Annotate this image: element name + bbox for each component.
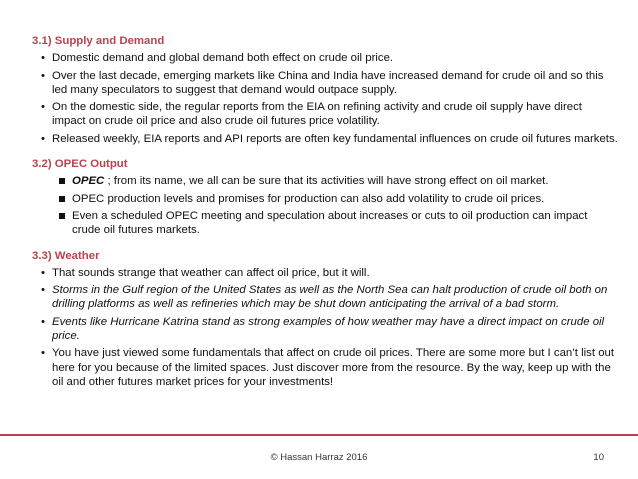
bullet-item xyxy=(28,315,618,344)
slide-content xyxy=(28,34,618,400)
section-title: 3.1) Supply and Demand xyxy=(32,35,165,47)
bullet-item: • Over the last decade, emerging markets like China and India have increased demand for crude oil and so this led many speculators to suggest that demand would outpace supply. xyxy=(28,69,618,98)
section-title: 3.2) OPEC Output xyxy=(32,158,128,171)
bullet-item: • You have just viewed some fundamentals that affect on crude oil prices. There are some more but I can’t list out here for you because of the limited spaces. Just discover more from the resource. By the way, keep up with the oil and other futures market prices for your investments! xyxy=(28,346,618,389)
section-weather xyxy=(28,249,618,390)
bullet-item xyxy=(28,283,618,312)
footer-copyright: © Hassan Harraz 2016 xyxy=(270,452,368,463)
footer-divider xyxy=(0,434,638,436)
bullet-item: • On the domestic side, the regular reports from the EIA on refining activity and crude oil supply have direct impact on crude oil price and also crude oil futures price volatility. xyxy=(28,100,618,129)
bullet-item: Even a scheduled OPEC meeting and speculation about increases or cuts to oil production can impact crude oil futures markets. xyxy=(28,209,618,238)
bullet-text: Events like Hurricane Katrina stand as strong examples of how weather may have a direct impact on crude oil price. xyxy=(52,315,605,343)
bullet-item: • Domestic demand and global demand both effect on crude oil price. xyxy=(28,51,618,65)
emphasis-text: OPEC xyxy=(72,175,105,188)
section-supply-demand xyxy=(28,34,618,146)
bullet-list xyxy=(28,51,618,146)
bullet-item: OPEC production levels and promises for production can also add volatility to crude oil prices. xyxy=(28,192,618,206)
bullet-item: • That sounds strange that weather can affect oil price, but it will. xyxy=(28,266,618,280)
bullet-item xyxy=(28,174,618,188)
section-title: 3.3) Weather xyxy=(32,249,100,262)
bullet-list xyxy=(28,174,618,237)
page-number: 10 xyxy=(593,452,604,463)
bullet-list xyxy=(28,266,618,389)
bullet-text: Storms in the Gulf region of the United States as well as the North Sea can halt production of crude oil both on drilling platforms as well as refineries which may be shut down anticipating the arrival of a bad storm. xyxy=(52,284,608,311)
bullet-item: • Released weekly, EIA reports and API reports are often key fundamental influences on crude oil futures markets. xyxy=(28,132,618,146)
section-opec-output xyxy=(28,157,618,237)
bullet-text: ; from its name, we all can be sure that its activities will have strong effect on oil market. xyxy=(104,175,549,188)
